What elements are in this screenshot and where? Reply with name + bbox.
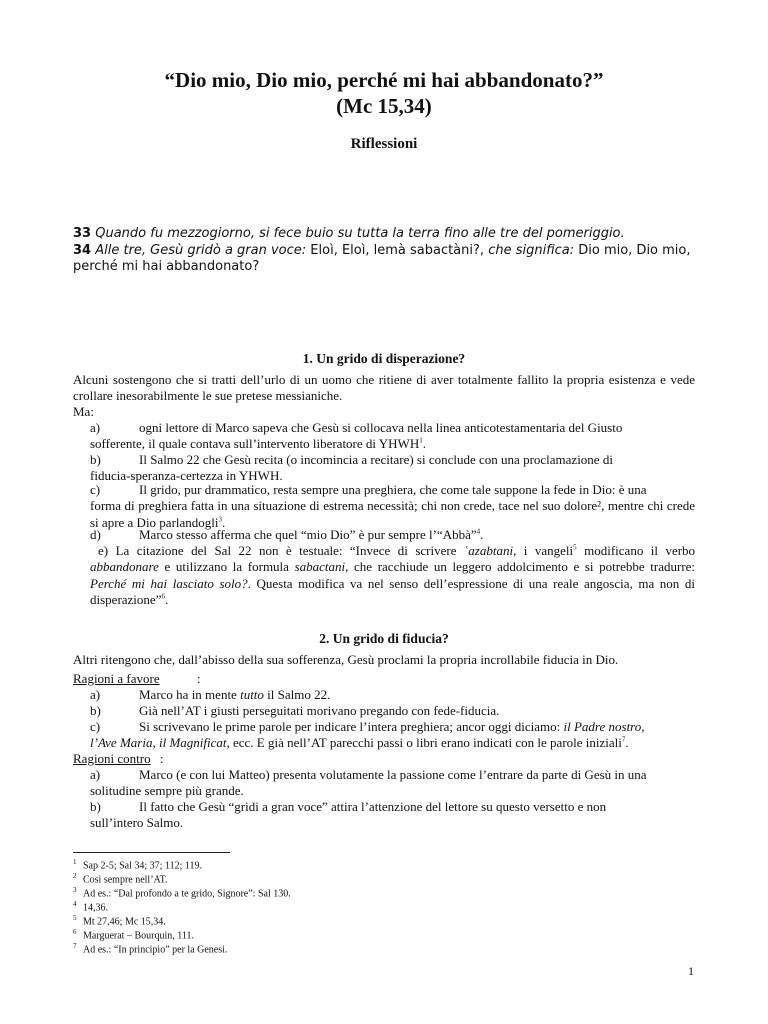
list-item-text: Già nell’AT i giusti perseguitati morivano pregando con fede-fiducia. (139, 703, 500, 718)
list-item (73, 420, 695, 453)
footnote: 7 Ad es.: “In principio” per la Genesi. (73, 942, 228, 956)
list-item-label: b) (90, 703, 101, 718)
list-item-text: Il fatto che Gesù “gridi a gran voce” attira l’attenzione del lettore su questo versetto e non (139, 799, 607, 814)
list-item-label: c) (90, 719, 101, 734)
list-item-continuation: sofferente, il quale contava sull’intervento liberatore di YHWH$^1$. (90, 436, 426, 452)
verse-34-part-b: Eloì, Eloì, lemà sabactàni?, (310, 242, 485, 258)
verse-34-part-c: che significa: (488, 242, 575, 258)
section-1-heading: 1. Un grido di disperazione? (302, 351, 466, 366)
footnote-ref: 7 (621, 735, 626, 744)
section-2-intro: Altri ritengono che, dall’abisso della sua sofferenza, Gesù proclami la propria incrollabile fiducia in Dio. (73, 652, 619, 667)
list-item-text: ogni lettore di Marco sapeva che Gesù si collocava nella linea anticotestamentaria del Giusto (139, 420, 623, 435)
list-item-label: a) (90, 420, 101, 435)
list-item (73, 452, 695, 485)
list-item (73, 767, 695, 800)
list-item-continuation: l’Ave Maria, il Magnificat, ecc. E già nell’AT parecchi passi o libri erano indicati con le parole iniziali$^7$. (90, 735, 629, 751)
footnote-ref: 1 (419, 436, 423, 445)
list-item-text: Marco stesso afferma che quel “mio Dio” è pur sempre l’“Abbà”$^4$. (139, 527, 484, 542)
list-item (73, 719, 695, 752)
contra-header: Ragioni contro (73, 751, 151, 766)
footnote: 5 Mt 27,46; Mc 15,34. (73, 914, 166, 928)
verse-34-part-a: Alle tre, Gesù gridò a gran voce: (95, 242, 307, 258)
verse-33 (73, 226, 703, 243)
list-item (73, 527, 695, 543)
list-item-label: a) (90, 767, 101, 782)
verse-33-text: Quando fu mezzogiorno, si fece buio su tutta la terra fino alle tre del pomeriggio. (95, 226, 625, 241)
list-item (73, 687, 695, 703)
footnote-ref: 5 (573, 543, 577, 552)
footnote-ref: 4 (476, 527, 481, 536)
list-item-continuation: solitudine sempre più grande. (90, 783, 244, 799)
list-item (73, 703, 695, 719)
footnote-ref: 6 (161, 592, 165, 601)
list-item-label: e) (98, 543, 109, 558)
list-item-text: Marco ha in mente tutto il Salmo 22. (139, 687, 331, 702)
footnote: 2 Così sempre nell’AT. (73, 872, 168, 886)
list-item (73, 482, 695, 531)
list-item-label: b) (90, 452, 101, 467)
list-item-continuation: sull’intero Salmo. (90, 815, 184, 831)
list-item-label: d) (90, 527, 101, 542)
title-line-2: (Mc 15,34) (336, 94, 432, 118)
document-subtitle: Riflessioni (350, 136, 418, 152)
footnote: 4 14,36. (73, 900, 108, 914)
footnote: 3 Ad es.: “Dal profondo a te grido, Signore”: Sal 130. (73, 886, 291, 900)
list-item-text: Il grido, pur drammatico, resta sempre una preghiera, che come tale suppone la fede in Dio: è una (139, 482, 647, 497)
scripture-verses (73, 226, 703, 276)
list-item-label: a) (90, 687, 101, 702)
list-item-text: Si scrivevano le prime parole per indicare l’intera preghiera; ancor oggi diciamo: il Padre nostro, (139, 719, 645, 734)
page-number: 1 (688, 964, 694, 978)
list-item-continuation: forma di preghiera fatta in una situazione di estrema necessità; chi non crede, tace nel suo dolore², mentre chi crede si apre a Dio parlandogli$^3$. (90, 498, 695, 530)
footnote: 6 Marguerat – Bourquin, 111. (73, 928, 195, 942)
verse-33-number: 33 (73, 226, 92, 241)
list-item-continuation: fiducia-speranza-certezza in YHWH. (90, 468, 283, 484)
section-1-ma: Ma: (73, 404, 94, 419)
document-title (0, 68, 768, 118)
footnote-ref: 3 (218, 515, 223, 524)
list-item (73, 799, 695, 832)
list-item-label: b) (90, 799, 101, 814)
list-item-text: e) La citazione del Sal 22 non è testuale: “Invece di scrivere ʿazabtani, i vangeli$^5$ modificano il verbo abbandonare e utilizzano la formula sabactani, che racchiude un leggero addolcimento e si potrebbe tradurre: Perché mi hai lasciato solo?. Questa modifica va nel senso dell’espressione di una reale angoscia, ma non di disperazione”$^6$. (90, 543, 696, 607)
contra-colon: : (160, 751, 164, 766)
title-line-1: “Dio mio, Dio mio, perché mi hai abbandonato?” (164, 68, 604, 92)
section-2-heading: 2. Un grido di fiducia? (319, 631, 449, 646)
footnote: 1 Sap 2-5; Sal 34; 37; 112; 119. (73, 858, 202, 872)
verse-34 (73, 243, 703, 276)
footnote-separator (73, 852, 230, 853)
section-1-intro: Alcuni sostengono che si tratti dell’urlo di un uomo che ritiene di aver totalmente fallito la propria esistenza e vede crollare inesorabilmente le sue pretese messianiche. (73, 372, 695, 404)
list-item (73, 543, 695, 608)
verse-34-number: 34 (73, 242, 92, 258)
favor-colon: : (197, 671, 201, 686)
verse-34-part-d: Dio mio, Dio mio, perché mi hai abbandonato? (73, 242, 691, 274)
list-item-text: Il Salmo 22 che Gesù recita (o incomincia a recitare) si conclude con una proclamazione di (139, 452, 613, 467)
list-item-label: c) (90, 482, 101, 497)
list-item-text: Marco (e con lui Matteo) presenta volutamente la passione come l’entrare da parte di Gesù in una (139, 767, 647, 782)
favor-header: Ragioni a favore (73, 671, 160, 686)
